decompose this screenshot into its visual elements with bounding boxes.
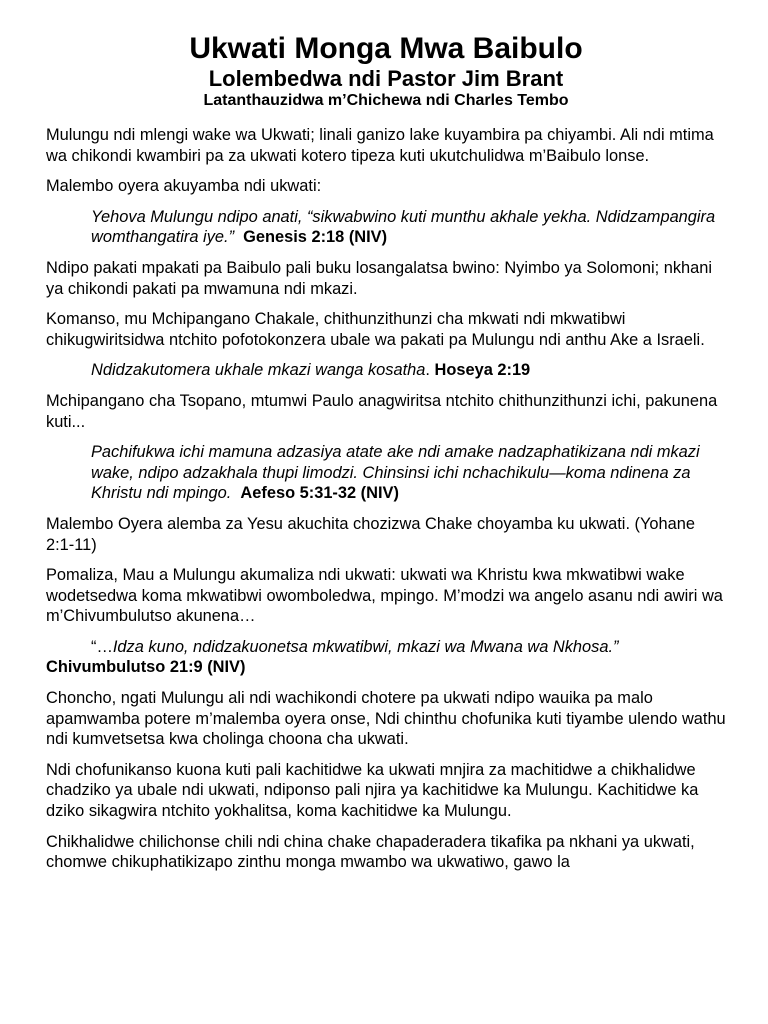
quote-text: Pachifukwa ichi mamuna adzasiya atate ake ndi amake nadzaphatikizana ndi mkazi wake, ndipo adzakhala thupi limodzi. Chinsinsi ichi nchachikulu—koma ndinena za Khristu ndi mpingo.: [91, 443, 700, 503]
paragraph-old-testament: Komanso, mu Mchipangano Chakale, chithunzithunzi cha mkwati ndi mkwatibwi chikugwiritsidwa ntchito pofotokonzera ubale wa pakati pa Mulungu ndi anthu Ake a Israeli.: [46, 310, 705, 349]
translator-line: Latanthauzidwa m’Chichewa ndi Charles Tembo: [203, 92, 569, 109]
quote-text: Ndidzakutomera ukhale mkazi wanga kosatha: [91, 361, 426, 380]
quote-genesis: [46, 207, 726, 248]
quote-open: “…: [91, 637, 113, 656]
quote-revelation: [46, 637, 726, 678]
paragraph-two-ways: Ndi chofunikanso kuona kuti pali kachitidwe ka ukwati mnjira za machitidwe a chikhalidwe chadziko ya ubale ndi ukwati, ndiponso pali njira ya kachitidwe ka Mulungu. Kachitidwe ka dziko sikagwira ntchito yokhalitsa, koma kachitidwe ka Mulungu.: [46, 760, 699, 821]
paragraph-scripture-begins: Malembo oyera akuyamba ndi ukwati:: [46, 177, 322, 196]
quote-text: Yehova Mulungu ndipo anati, “sikwabwino kuti munthu akhale yekha. Ndidzampangira womthangatira iye.”: [91, 207, 716, 247]
quote-reference: Genesis 2:18 (NIV): [243, 228, 388, 247]
document-page: [46, 32, 726, 883]
quote-hosea: [46, 360, 726, 381]
quote-reference: Aefeso 5:31-32 (NIV): [240, 484, 399, 503]
document-title: Ukwati Monga Mwa Baibulo: [189, 32, 583, 65]
quote-text: Idza kuno, ndidzakuonetsa mkwatibwi, mkazi wa Mwana wa Nkhosa.”: [112, 637, 619, 656]
paragraph-conclusion: Choncho, ngati Mulungu ali ndi wachikondi chotere pa ukwati ndipo wauika pa malo apamwamba potere m’malemba oyera onse, Ndi chinthu chofunika kuti tiyambe ulendo wathu ndi kumvetsetsa kwa cholinga choona cha ukwati.: [46, 689, 726, 749]
paragraph-song-of-solomon: Ndipo pakati mpakati pa Baibulo pali buku losangalatsa bwino: Nyimbo ya Solomoni; nkhani ya chikondi pakati pa mwamuna ndi mkazi.: [46, 258, 713, 298]
paragraph-culture: Chikhalidwe chilichonse chili ndi china chake chapaderadera tikafika pa nkhani ya ukwati, chomwe chikuphatikizapo zinthu monga mwambo wa ukwatiwo, gawo la: [46, 832, 695, 872]
quote-reference: Hoseya 2:19: [434, 361, 531, 380]
quote-punctuation: .: [425, 361, 430, 380]
paragraph-new-testament: Mchipangano cha Tsopano, mtumwi Paulo anagwiritsa ntchito chithunzithunzi ichi, pakunena kuti...: [46, 391, 718, 431]
author-line: Lolembedwa ndi Pastor Jim Brant: [208, 66, 564, 91]
quote-reference: Chivumbulutso 21:9 (NIV): [46, 658, 246, 677]
paragraph-revelation: Pomaliza, Mau a Mulungu akumaliza ndi ukwati: ukwati wa Khristu kwa mkwatibwi wake wodetsedwa koma mkwatibwi owomboledwa, mpingo. M’modzi wa angelo asanu ndi awiri wa m’Chivumbulutso akunena…: [46, 566, 723, 626]
paragraph-intro: Mulungu ndi mlengi wake wa Ukwati; linali ganizo lake kuyambira pa chiyambi. Ali ndi mtima wa chikondi kwambiri pa za ukwati kotero tipeza kuti ukutchulidwa m’Baibulo lonse.: [46, 126, 714, 165]
quote-ephesians: [46, 442, 726, 504]
paragraph-jesus-miracle: Malembo Oyera alemba za Yesu akuchita chozizwa Chake choyamba ku ukwati. (Yohane 2:1-11): [46, 514, 696, 554]
